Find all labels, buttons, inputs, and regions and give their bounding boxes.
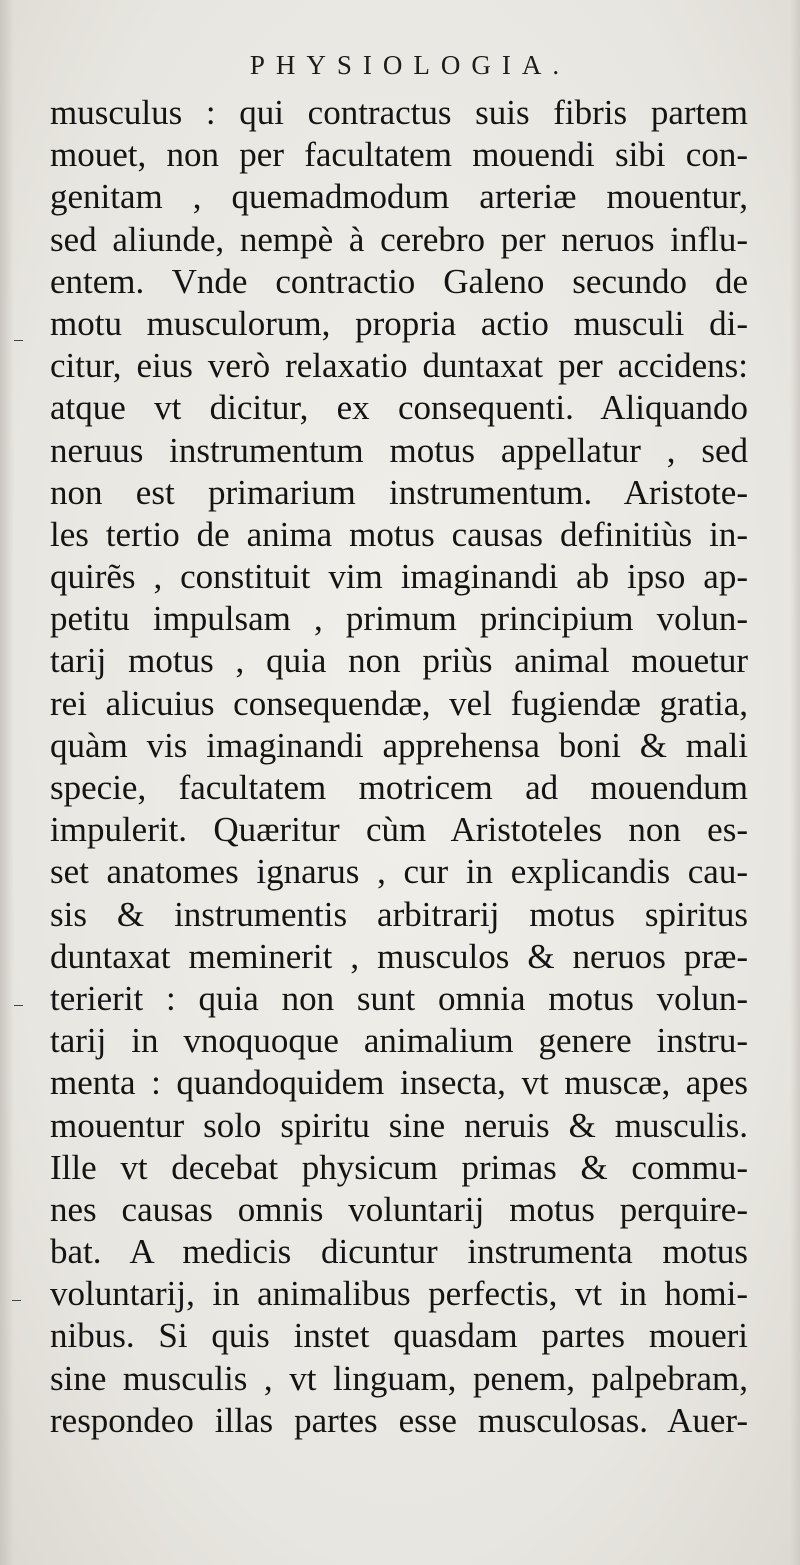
margin-mark xyxy=(14,1005,23,1006)
body-text xyxy=(50,92,748,1442)
text-line: tarij in vnoquoque animalium genere instru- xyxy=(50,1021,748,1061)
text-line: non est primarium instrumentum. Aristote- xyxy=(50,472,748,512)
text-line: motu musculorum, propria actio musculi di- xyxy=(50,303,748,343)
text-line: respondeo illas partes esse musculosas. Auer- xyxy=(50,1400,748,1440)
text-line: voluntarij, in animalibus perfectis, vt in homi- xyxy=(50,1274,748,1314)
text-line: menta : quandoquidem insecta, vt muscæ, apes xyxy=(50,1063,748,1103)
page-right-edge-shadow xyxy=(790,0,800,1565)
text-line: rei alicuius consequendæ, vel fugiendæ gratia, xyxy=(50,683,748,723)
text-line: sine musculis , vt linguam, penem, palpebram, xyxy=(50,1358,748,1398)
text-line: Ille vt decebat physicum primas & commu- xyxy=(50,1147,748,1187)
text-line: nes causas omnis voluntarij motus perquire- xyxy=(50,1189,748,1229)
margin-mark xyxy=(12,1300,21,1301)
text-line: duntaxat meminerit , musculos & neruos præ- xyxy=(50,936,748,976)
text-line: atque vt dicitur, ex consequenti. Aliquando xyxy=(50,388,748,428)
text-line: bat. A medicis dicuntur instrumenta motus xyxy=(50,1232,748,1272)
text-line: entem. Vnde contractio Galeno secundo de xyxy=(50,261,748,301)
text-line: terierit : quia non sunt omnia motus volun- xyxy=(50,978,748,1018)
text-line: petitu impulsam , primum principium volun- xyxy=(50,599,748,639)
text-line: mouet, non per facultatem mouendi sibi con- xyxy=(50,135,748,175)
margin-mark xyxy=(14,340,23,341)
text-line: genitam , quemadmodum arteriæ mouentur, xyxy=(50,177,748,217)
text-line: neruus instrumentum motus appellatur , sed xyxy=(50,430,748,470)
text-line: set anatomes ignarus , cur in explicandis cau- xyxy=(50,852,748,892)
text-line: quàm vis imaginandi apprehensa boni & mali xyxy=(50,725,748,765)
text-line: les tertio de anima motus causas definitiùs in- xyxy=(50,514,748,554)
text-line: tarij motus , quia non priùs animal mouetur xyxy=(50,641,748,681)
text-line: citur, eius verò relaxatio duntaxat per accidens: xyxy=(50,346,748,386)
page-left-edge-shadow xyxy=(0,0,14,1565)
text-line: specie, facultatem motricem ad mouendum xyxy=(50,768,748,807)
text-line: nibus. Si quis instet quasdam partes moueri xyxy=(50,1316,748,1356)
running-head: PHYSIOLOGIA. xyxy=(249,50,571,80)
text-line: quirẽs , constituit vim imaginandi ab ipso ap- xyxy=(50,557,748,597)
text-line: mouentur solo spiritu sine neruis & musculis. xyxy=(50,1105,748,1145)
text-line: impulerit. Quæritur cùm Aristoteles non es- xyxy=(50,810,748,850)
text-line: musculus : qui contractus suis fibris partem xyxy=(50,93,748,132)
text-line: sis & instrumentis arbitrarij motus spiritus xyxy=(50,894,748,934)
text-line: sed aliunde, nempè à cerebro per neruos influ- xyxy=(50,219,748,259)
